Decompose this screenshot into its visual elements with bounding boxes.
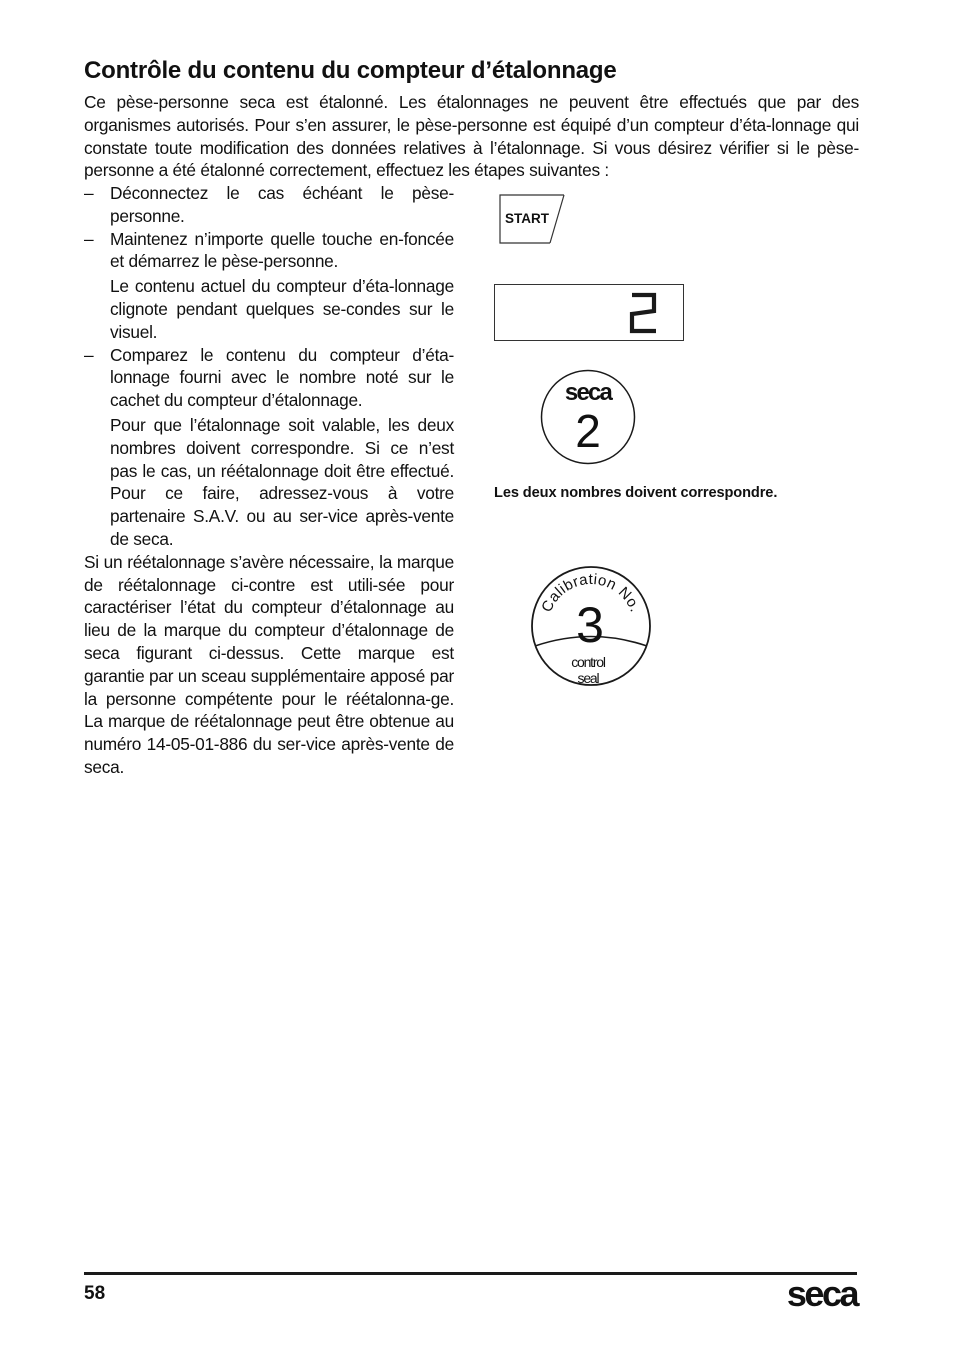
step-item — [84, 344, 454, 412]
step-item — [84, 182, 454, 228]
step-text: Comparez le contenu du compteur d’éta-lonnage fourni avec le nombre noté sur le cachet du compteur d’étalonnage. — [110, 344, 454, 411]
step-note: Le contenu actuel du compteur d’éta-lonnage clignote pendant quelques se-condes sur le visuel. — [110, 276, 454, 342]
step-dash: – — [84, 344, 94, 365]
seal-bottom-line1: control — [571, 654, 605, 670]
start-key-label: START — [505, 211, 549, 226]
page-number: 58 — [84, 1283, 106, 1304]
step-note: Pour que l’étalonnage soit valable, les deux nombres doivent correspondre. Si ce n’est pas le cas, un réétalonnage doit être effectué. Pour ce faire, adressez-vous à votre partenaire S.A.V. ou au ser-vice après-vente de seca. — [110, 414, 454, 549]
start-key-illustration — [498, 194, 566, 244]
seal-number: 3 — [576, 597, 604, 653]
footer-divider — [84, 1272, 857, 1275]
step-text: Maintenez n’importe quelle touche en-foncée et démarrez le pèse-personne. — [110, 228, 454, 272]
intro-paragraph: Ce pèse-personne seca est étalonné. Les étalonnages ne peuvent être effectués que par des organismes autorisés. Pour s’en assurer, le pèse-personne est équipé d’un compteur d’éta-lonnage qui constate toute modification des données relatives à l’étalonnage. Si vous désirez vérifier si le pèse-personne a été étalonné correctement, effectuez les étapes suivantes : — [84, 92, 859, 181]
step-item — [84, 228, 454, 274]
seca-calibration-seal — [540, 369, 636, 465]
step-dash: – — [84, 183, 94, 203]
lcd-digit-two — [627, 291, 661, 335]
seca-logo: seca — [786, 1273, 857, 1314]
recalibration-seal — [530, 565, 652, 689]
figure-caption: Les deux nombres doivent correspondre. — [494, 485, 778, 501]
recalibration-paragraph: Si un réétalonnage s’avère nécessaire, la marque de réétalonnage ci-contre est utili-sée pour caractériser l’état du compteur d’étalonnage au lieu de la marque du compteur d’étalonnage de seca figurant ci-dessus. Cette marque est garantie par un sceau supplémentaire apposé par la personne compétente pour le réétalonna-ge. La marque de réétalonnage peut être obtenue au numéro 14-05-01-886 du ser-vice après-vente de seca. — [84, 551, 454, 777]
step-dash: – — [84, 228, 94, 249]
seal-number: 2 — [575, 405, 601, 457]
page-title: Contrôle du contenu du compteur d’étalonnage — [84, 57, 617, 84]
step-text: Déconnectez le cas échéant le pèse-personne. — [110, 183, 454, 226]
instructions-column — [84, 182, 454, 779]
seal-brand-text: seca — [564, 379, 612, 406]
lcd-display — [494, 284, 684, 341]
seal-bottom-line2: seal — [577, 670, 599, 686]
seal-arc-textpath: Calibration No. — [538, 570, 644, 615]
